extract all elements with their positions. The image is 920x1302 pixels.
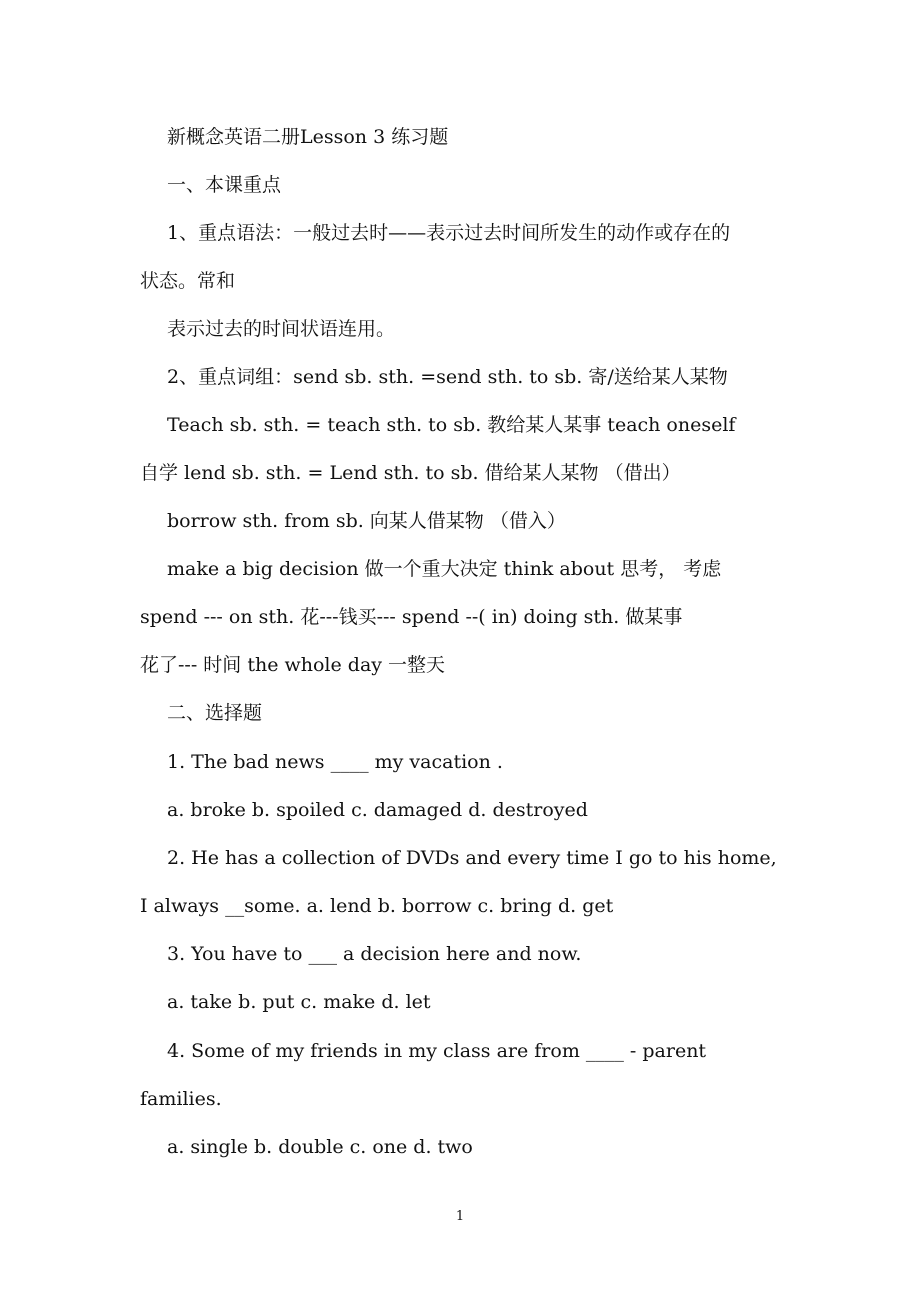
text-line: Teach sb. sth. = teach sth. to sb. 教给某人某事 teach oneself	[167, 414, 736, 436]
text-line: spend --- on sth. 花---钱买--- spend --( in) doing sth. 做某事	[140, 606, 683, 628]
question-line: 3. You have to ___ a decision here and now.	[167, 943, 582, 965]
options-line: a. broke b. spoiled c. damaged d. destroyed	[167, 799, 588, 821]
section-heading-key-points: 一、本课重点	[167, 174, 282, 196]
text-line: 表示过去的时间状语连用。	[167, 318, 396, 340]
text-line: 状态。常和	[140, 270, 236, 292]
question-line: families.	[140, 1088, 222, 1110]
page-number: 1	[455, 1209, 465, 1224]
text-line: 2、重点词组：send sb. sth. =send sth. to sb. 寄/送给某人某物	[167, 366, 728, 388]
text-line: 自学 lend sb. sth. = Lend sth. to sb. 借给某人某物 （借出）	[140, 462, 681, 484]
options-line: a. single b. double c. one d. two	[167, 1136, 473, 1158]
question-line: 4. Some of my friends in my class are from ____ - parent	[167, 1040, 707, 1062]
options-line: a. take b. put c. make d. let	[167, 991, 431, 1013]
text-line: make a big decision 做一个重大决定 think about 思考， 考虑	[167, 558, 722, 580]
question-line: 1. The bad news ____ my vacation .	[167, 751, 503, 773]
question-line: 2. He has a collection of DVDs and every time I go to his home,	[167, 847, 777, 869]
section-heading-choice-questions: 二、选择题	[167, 702, 263, 724]
document-title: 新概念英语二册Lesson 3 练习题	[167, 126, 449, 148]
text-line: 1、重点语法：一般过去时——表示过去时间所发生的动作或存在的	[167, 222, 731, 244]
text-line: borrow sth. from sb. 向某人借某物 （借入）	[167, 510, 566, 532]
question-line: I always __some. a. lend b. borrow c. bring d. get	[140, 895, 614, 917]
text-line: 花了--- 时间 the whole day 一整天	[140, 654, 446, 676]
